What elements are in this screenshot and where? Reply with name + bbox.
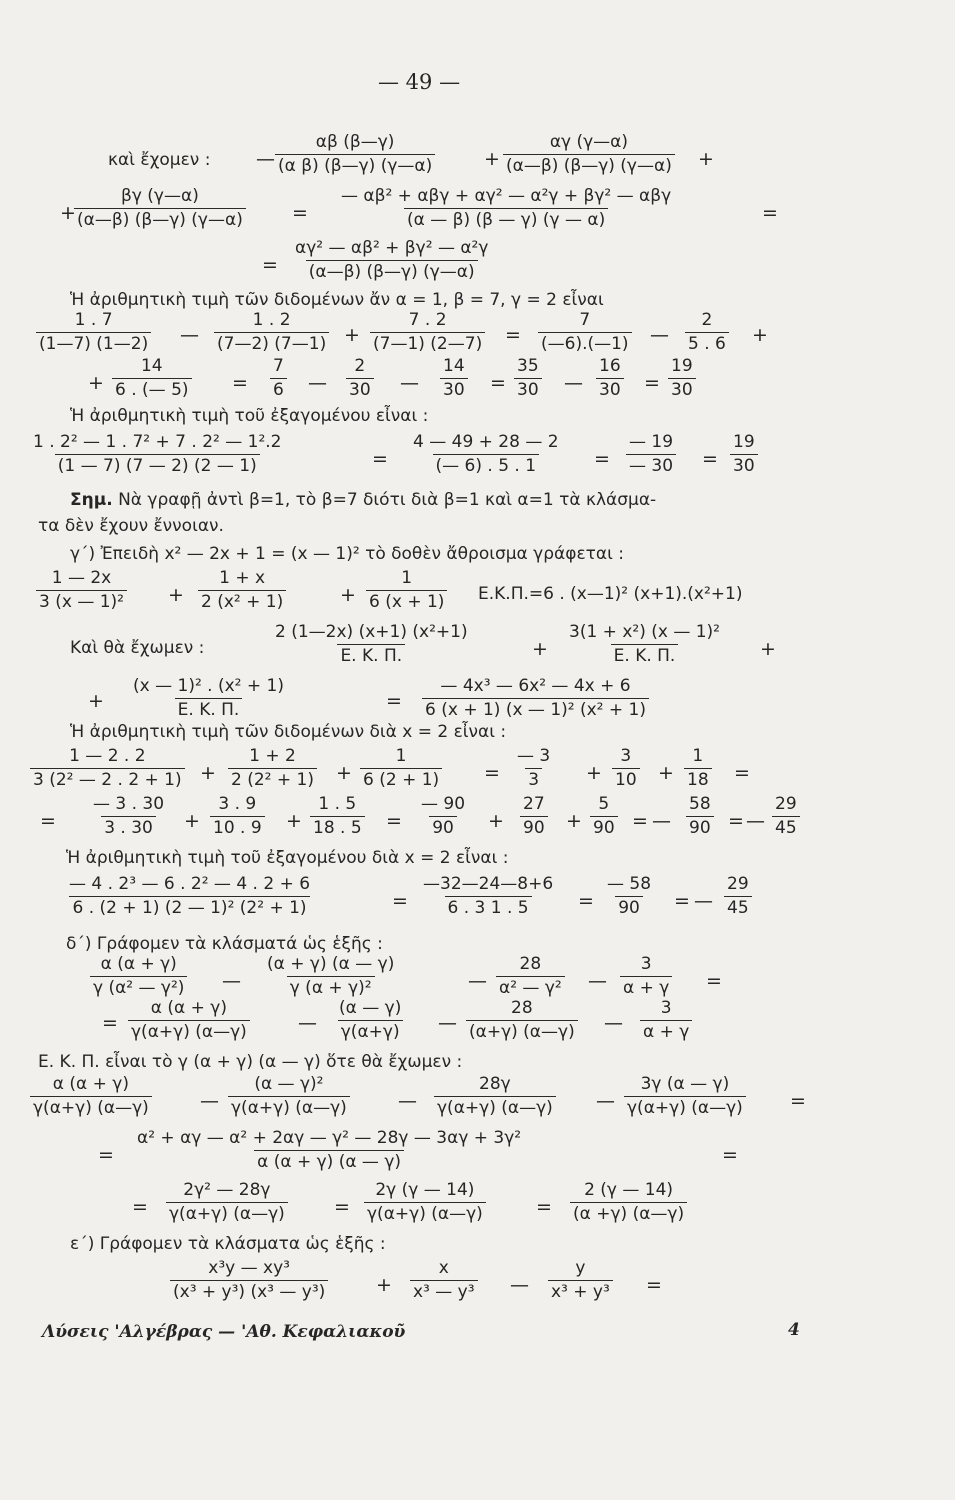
minus-sign: — <box>180 324 199 346</box>
minus-sign: — <box>398 1090 417 1112</box>
fraction: $\frac{28}{\text{α² — γ²}}$ <box>496 954 565 999</box>
plus-sign: + <box>184 810 200 832</box>
fraction: $\frac{1 . 7}{(1—7) (1—2)}$ <box>36 310 151 355</box>
plus-sign: + <box>336 762 352 784</box>
equation-line-18 <box>0 1258 955 1302</box>
fraction: $\frac{27}{90}$ <box>520 794 548 839</box>
equation-line-17 <box>0 1180 955 1224</box>
lead-text: Καὶ θὰ ἔχωμεν : <box>70 638 205 658</box>
fraction: $\frac{\beta\gamma (\gamma—\alpha)}{(\alpha—\beta) (\beta—\gamma) (\gamma—\alpha)}$ <box>74 186 246 231</box>
equation-line-7 <box>0 568 955 612</box>
fraction: $\frac{1 + x}{\text{2 (x² + 1)}}$ <box>198 568 286 613</box>
fraction: $\frac{1 . 2}{(7—2) (7—1)}$ <box>214 310 329 355</box>
plus-sign: + <box>484 148 500 170</box>
minus-sign: — <box>510 1274 529 1296</box>
section-epsilon: ε΄) Γράφομεν τὰ κλάσματα ὡς ἑξῆς : <box>70 1234 386 1254</box>
fraction: $\frac{1 — 2x}{\text{3 (x — 1)²}}$ <box>36 568 127 613</box>
fraction: $\frac{\alpha\beta (\beta—\gamma)}{\text{(α β) (β—γ) (γ—α)}}$ <box>275 132 435 177</box>
fraction: $\frac{1 — 2 . 2}{\text{3 (2² — 2 . 2 + 1)}}$ <box>30 746 185 791</box>
fraction: — αβ² + αβγ + αγ² — α²γ + βγ² — αβγ (α — β) (β — γ) (γ — α) <box>341 186 672 230</box>
equals-sign: = <box>392 890 408 912</box>
fraction: $\frac{— 3}{3}$ <box>517 746 551 790</box>
plus-sign: + <box>752 324 768 346</box>
fraction: $\frac{19}{30}$ <box>668 356 696 401</box>
fraction: $\frac{(\alpha + \gamma) (\alpha — \gamma)}{\text{γ (α + γ)²}}$ <box>267 954 395 998</box>
equation-line-4 <box>0 310 955 354</box>
fraction: $\frac{29}{45}$ <box>724 874 752 919</box>
minus-sign: — <box>256 148 275 170</box>
paragraph: Ἡ ἀριθμητικὴ τιμὴ τῶν διδομένων διὰ x = 2 εἶναι : <box>70 722 507 742</box>
footer-title: Λύσεις 'Αλγέβρας — 'Αθ. Κεφαλιακοῦ <box>42 1322 406 1342</box>
plus-sign: + <box>200 762 216 784</box>
equals-sign: = <box>386 810 402 832</box>
fraction: $\frac{\text{3(1 + x²) (x — 1)²}}{E. K. \Pi.}$ <box>569 622 720 666</box>
fraction: $\frac{35}{30}$ <box>514 356 542 401</box>
fraction: $\frac{1}{6 (x + 1)}$ <box>366 568 447 613</box>
fraction: $\frac{1}{6 (2 + 1)}$ <box>360 746 442 791</box>
plus-sign: + <box>658 762 674 784</box>
paragraph: Ἡ ἀριθμητικὴ τιμὴ τοῦ ἐξαγομένου εἶναι : <box>70 406 429 426</box>
plus-sign: + <box>168 584 184 606</box>
equation-line-9 <box>0 676 955 720</box>
fraction: $\frac{\text{2γ² — 28γ}}{\gamma(\alpha+\gamma) (\alpha—\gamma)}$ <box>166 1180 288 1225</box>
minus-sign: — <box>438 1012 457 1034</box>
equation-line-10 <box>0 746 955 790</box>
plus-sign: + <box>286 810 302 832</box>
equation-line-14 <box>0 998 955 1042</box>
plus-sign: + <box>586 762 602 784</box>
fraction: $\frac{\text{— 4x³ — 6x² — 4x + 6}}{\text{6 (x + 1) (x — 1)² (x² + 1)}}$ <box>422 676 649 721</box>
plus-sign: + <box>532 638 548 660</box>
equals-sign: = <box>646 1274 662 1296</box>
lcm-statement: Ε. Κ. Π. εἶναι τὸ γ (α + γ) (α — γ) ὅτε θὰ ἔχωμεν : <box>38 1052 463 1072</box>
fraction: $\frac{7}{6}$ <box>270 356 287 401</box>
equals-sign: = <box>594 448 610 470</box>
paragraph: Ἡ ἀριθμητικὴ τιμὴ τοῦ ἐξαγομένου διὰ x = 2 εἶναι : <box>66 848 509 868</box>
minus-sign: — <box>746 810 765 832</box>
equals-sign: = <box>386 690 402 712</box>
fraction: $\frac{\text{(α — γ)²}}{\gamma(\alpha+\gamma) (\alpha—\gamma)}$ <box>228 1074 350 1119</box>
fraction: $\frac{\text{— 4 . 2³ — 6 . 2² — 4 . 2 + 6}}{\text{6 . (2 + 1) (2 — 1)² (2² + 1)}}$ <box>69 874 311 918</box>
equals-sign: = <box>762 202 778 224</box>
minus-sign: — <box>400 372 419 394</box>
equals-sign: = <box>40 810 56 832</box>
equals-sign: = <box>734 762 750 784</box>
plus-sign: + <box>488 810 504 832</box>
fraction: $\frac{\alpha (\alpha + \gamma)}{\gamma(\alpha+\gamma) (\alpha—\gamma)}$ <box>30 1074 152 1119</box>
fraction: $\frac{2}{30}$ <box>346 356 374 401</box>
plus-sign: + <box>340 584 356 606</box>
equation-line-8 <box>0 622 955 666</box>
fraction: $\frac{29}{45}$ <box>772 794 800 839</box>
fraction: $\frac{2 (\gamma — 14)}{(\alpha +\gamma) (\alpha—\gamma)}$ <box>570 1180 687 1225</box>
equals-sign: = <box>578 890 594 912</box>
fraction: $\frac{5}{90}$ <box>590 794 618 839</box>
fraction: $\frac{\text{α² + αγ — α² + 2αγ — γ² — 28γ — 3αγ + 3γ²}}{\alpha (\alpha + \gamma) (\alpha — \gamma)}$ <box>137 1128 522 1172</box>
fraction: $\frac{3}{10}$ <box>612 746 640 791</box>
fraction: $\frac{— 90}{90}$ <box>421 794 466 838</box>
fraction: $\frac{28\gamma}{\gamma(\alpha+\gamma) (\alpha—\gamma)}$ <box>434 1074 556 1119</box>
equals-sign: = <box>505 324 521 346</box>
equals-sign: = <box>722 1144 738 1166</box>
equals-sign: = <box>674 890 690 912</box>
section-delta: δ΄) Γράφομεν τὰ κλάσματά ὡς ἑξῆς : <box>66 934 383 954</box>
paragraph: Ἡ ἀριθμητικὴ τιμὴ τῶν διδομένων ἄν α = 1, β = 7, γ = 2 εἶναι <box>70 290 604 310</box>
signature-mark: 4 <box>788 1320 800 1340</box>
equals-sign: = <box>790 1090 806 1112</box>
equals-sign: = <box>292 202 308 224</box>
fraction: $\frac{14}{6 . (— 5)}$ <box>112 356 192 401</box>
fraction: $\frac{— 19}{— 30}$ <box>626 432 676 477</box>
equals-sign: = <box>644 372 660 394</box>
fraction: $\frac{3}{\alpha + \gamma}$ <box>620 954 672 999</box>
minus-sign: — <box>298 1012 317 1034</box>
fraction: $\frac{7}{(—6).(—1)}$ <box>538 310 632 355</box>
fraction: $\frac{\text{1 . 2² — 1 . 7² + 7 . 2² — 1².2}}{(1 — 7) (7 — 2) (2 — 1)}$ <box>33 432 282 476</box>
fraction: $\frac{1 . 5}{18 . 5}$ <box>310 794 365 839</box>
fraction: $\frac{(\alpha — \gamma)}{\gamma(\alpha+\gamma)}$ <box>339 998 402 1042</box>
fraction: $\frac{14}{30}$ <box>440 356 468 401</box>
fraction: $\frac{\text{x³y — xy³}}{\text{(x³ + y³) (x³ — y³)}}$ <box>170 1258 328 1303</box>
equals-sign: = <box>372 448 388 470</box>
equation-line-1 <box>0 128 955 176</box>
fraction: $\frac{3 . 9}{10 . 9}$ <box>210 794 265 839</box>
equals-sign: = <box>262 254 278 276</box>
fraction: $\frac{3\gamma (\alpha — \gamma)}{\gamma(\alpha+\gamma) (\alpha—\gamma)}$ <box>624 1074 746 1119</box>
fraction: $\frac{\alpha (\alpha + \gamma)}{\text{γ (α² — γ²)}}$ <box>90 954 187 999</box>
fraction: $\frac{y}{\text{x³ + y³}}$ <box>548 1258 613 1303</box>
equation-line-11 <box>0 794 955 838</box>
fraction: $\frac{— 3 . 30}{3 . 30}$ <box>93 794 165 838</box>
minus-sign: — <box>564 372 583 394</box>
fraction: $\frac{1 + 2}{\text{2 (2² + 1)}}$ <box>228 746 317 791</box>
equals-sign: = <box>728 810 744 832</box>
plus-sign: + <box>88 690 104 712</box>
plus-sign: + <box>698 148 714 170</box>
minus-sign: — <box>650 324 669 346</box>
fraction: $\frac{19}{30}$ <box>730 432 758 477</box>
plus-sign: + <box>344 324 360 346</box>
fraction: $\frac{7 . 2}{(7—1) (2—7)}$ <box>370 310 485 355</box>
equation-line-13 <box>0 954 955 998</box>
plus-sign: + <box>60 202 76 224</box>
equals-sign: = <box>536 1196 552 1218</box>
plus-sign: + <box>760 638 776 660</box>
minus-sign: — <box>596 1090 615 1112</box>
fraction: $\frac{16}{30}$ <box>596 356 624 401</box>
minus-sign: — <box>468 970 487 992</box>
minus-sign: — <box>604 1012 623 1034</box>
equals-sign: = <box>334 1196 350 1218</box>
page-number: — 49 — <box>378 70 461 94</box>
fraction: $\frac{\alpha (\alpha + \gamma)}{\gamma(\alpha+\gamma) (\alpha—\gamma)}$ <box>128 998 250 1043</box>
equals-sign: = <box>102 1012 118 1034</box>
fraction: $\frac{2}{5 . 6}$ <box>685 310 729 355</box>
fraction: $\frac{\alpha\gamma (\gamma—\alpha)}{(\alpha—\beta) (\beta—\gamma) (\gamma—\alpha)}$ <box>503 132 675 177</box>
plus-sign: + <box>88 372 104 394</box>
fraction: $\frac{\text{2 (1—2x) (x+1) (x²+1)}}{E. K. \Pi.}$ <box>275 622 468 666</box>
minus-sign: — <box>694 890 713 912</box>
equation-line-2 <box>0 186 955 230</box>
fraction: $\frac{4 — 49 + 28 — 2}{(— 6) . 5 . 1}$ <box>413 432 559 476</box>
section-gamma: γ΄) Ἐπειδὴ x² — 2x + 1 = (x — 1)² τὸ δοθὲν ἄθροισμα γράφεται : <box>70 544 624 564</box>
fraction: $\frac{2\gamma (\gamma — 14)}{\gamma(\alpha+\gamma) (\alpha—\gamma)}$ <box>364 1180 486 1225</box>
equals-sign: = <box>706 970 722 992</box>
equals-sign: = <box>132 1196 148 1218</box>
fraction: $\frac{58}{90}$ <box>686 794 714 839</box>
fraction: $\frac{x}{\text{x³ — y³}}$ <box>410 1258 478 1303</box>
equation-line-3 <box>0 238 955 282</box>
minus-sign: — <box>652 810 671 832</box>
plus-sign: + <box>566 810 582 832</box>
minus-sign: — <box>222 970 241 992</box>
equals-sign: = <box>490 372 506 394</box>
fraction: $\frac{—32—24—8+6}{6 . 3 1 . 5}$ <box>423 874 554 918</box>
equals-sign: = <box>632 810 648 832</box>
lcm-text: Ε.Κ.Π.=6 . (x—1)² (x+1).(x²+1) <box>478 584 743 604</box>
minus-sign: — <box>588 970 607 992</box>
equals-sign: = <box>702 448 718 470</box>
fraction: $\frac{\text{(x — 1)² . (x² + 1)}}{E. K. \Pi.}$ <box>133 676 284 720</box>
minus-sign: — <box>308 372 327 394</box>
fraction: $\frac{28}{(\alpha+\gamma) (\alpha—\gamma)}$ <box>466 998 578 1043</box>
fraction: $\frac{\text{αγ² — αβ² + βγ² — α²γ}}{(\alpha—\beta) (\beta—\gamma) (\gamma—\alpha)}$ <box>295 238 489 282</box>
equation-line-12 <box>0 874 955 918</box>
lead-text: καὶ ἔχομεν : <box>108 150 211 170</box>
equals-sign: = <box>98 1144 114 1166</box>
equation-line-6 <box>0 432 955 476</box>
plus-sign: + <box>376 1274 392 1296</box>
equation-line-16 <box>0 1128 955 1172</box>
equals-sign: = <box>232 372 248 394</box>
fraction: $\frac{3}{\alpha + \gamma}$ <box>640 998 692 1043</box>
note-line-2: τα δὲν ἔχουν ἔννοιαν. <box>38 516 224 536</box>
fraction: $\frac{— 58}{90}$ <box>607 874 652 918</box>
equation-line-15 <box>0 1074 955 1118</box>
minus-sign: — <box>200 1090 219 1112</box>
equals-sign: = <box>484 762 500 784</box>
equation-line-5 <box>0 356 955 400</box>
note-line-1: Σημ. Νὰ γραφῇ ἀντὶ β=1, τὸ β=7 διότι διὰ β=1 καὶ α=1 τὰ κλάσμα- <box>70 490 657 510</box>
note-label: Σημ. <box>70 490 113 510</box>
fraction: $\frac{1}{18}$ <box>684 746 712 791</box>
